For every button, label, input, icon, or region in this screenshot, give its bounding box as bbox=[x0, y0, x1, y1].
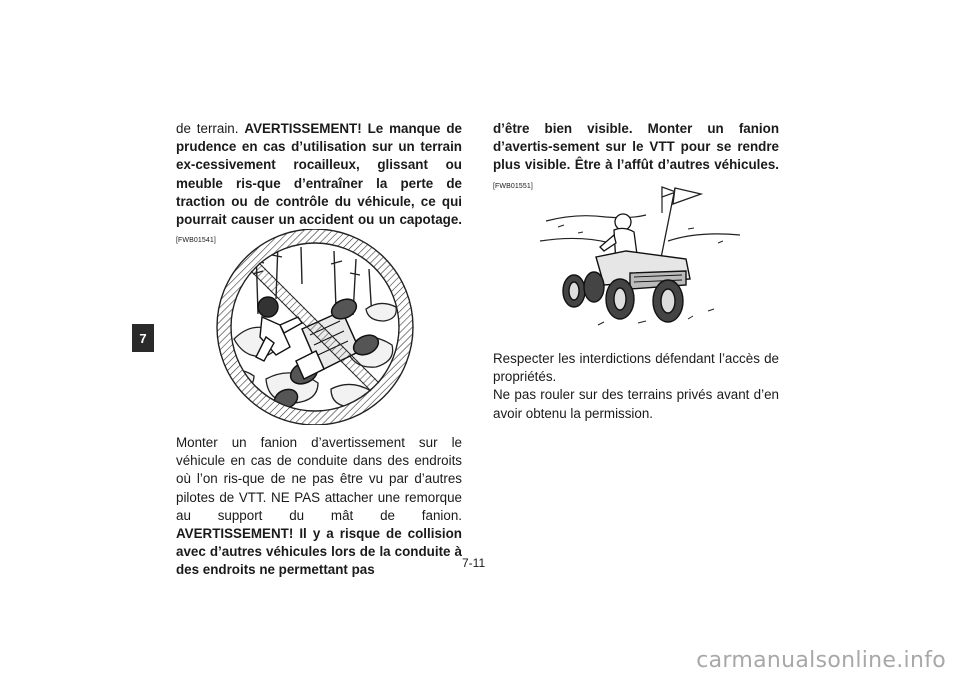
atv-with-flag-illustration bbox=[538, 183, 746, 333]
warning-code-1: [FWB01541] bbox=[176, 237, 216, 245]
left-column-bottom-text bbox=[176, 434, 462, 580]
watermark-link[interactable]: carmanualsonline.info bbox=[696, 648, 946, 673]
warning-text-2-start: AVERTISSEMENT! Il y a risque de collision avec d’autres véhicules lors de la conduite à des endroits ne permettant pas bbox=[176, 526, 462, 578]
flag-text: Monter un fanion d’avertissement sur le véhicule en cas de conduite dans des endroits où l’on ris-que de ne pas être vu par d’autres pilotes de VTT. NE PAS attacher une remorque au support du mât de fanion. bbox=[176, 435, 462, 523]
chapter-tab: 7 bbox=[132, 324, 154, 352]
atv-rollover-prohibition-illustration bbox=[206, 229, 424, 425]
atv-vehicle bbox=[563, 251, 690, 322]
warning-code-2: [FWB01551] bbox=[493, 182, 533, 190]
flag-paragraph bbox=[176, 434, 462, 580]
warning-text-2-end: d’être bien visible. Monter un fanion d’avertis-sement sur le VTT pour se rendre plus visible. Être à l’affût d’autres véhicules. bbox=[493, 121, 779, 173]
page-number: 7-11 bbox=[462, 556, 486, 570]
right-column-bottom-text bbox=[493, 350, 779, 423]
intro-text: de terrain. bbox=[176, 121, 245, 136]
property-paragraph-2: Ne pas rouler sur des terrains privés avant d’en avoir obtenu la permission. bbox=[493, 387, 779, 421]
hill-terrain bbox=[540, 215, 740, 243]
property-paragraph-1: Respecter les interdictions défendant l’accès de propriétés. bbox=[493, 351, 779, 385]
warning-text-1: AVERTISSEMENT! Le manque de prudence en cas d’utilisation sur un terrain ex-cessivement rocailleux, glissant ou meuble ris-que d’entraîner la perte de traction ou de contrôle du véhicule, ce qui pourrait causer un accident ou un capotage. bbox=[176, 121, 462, 228]
